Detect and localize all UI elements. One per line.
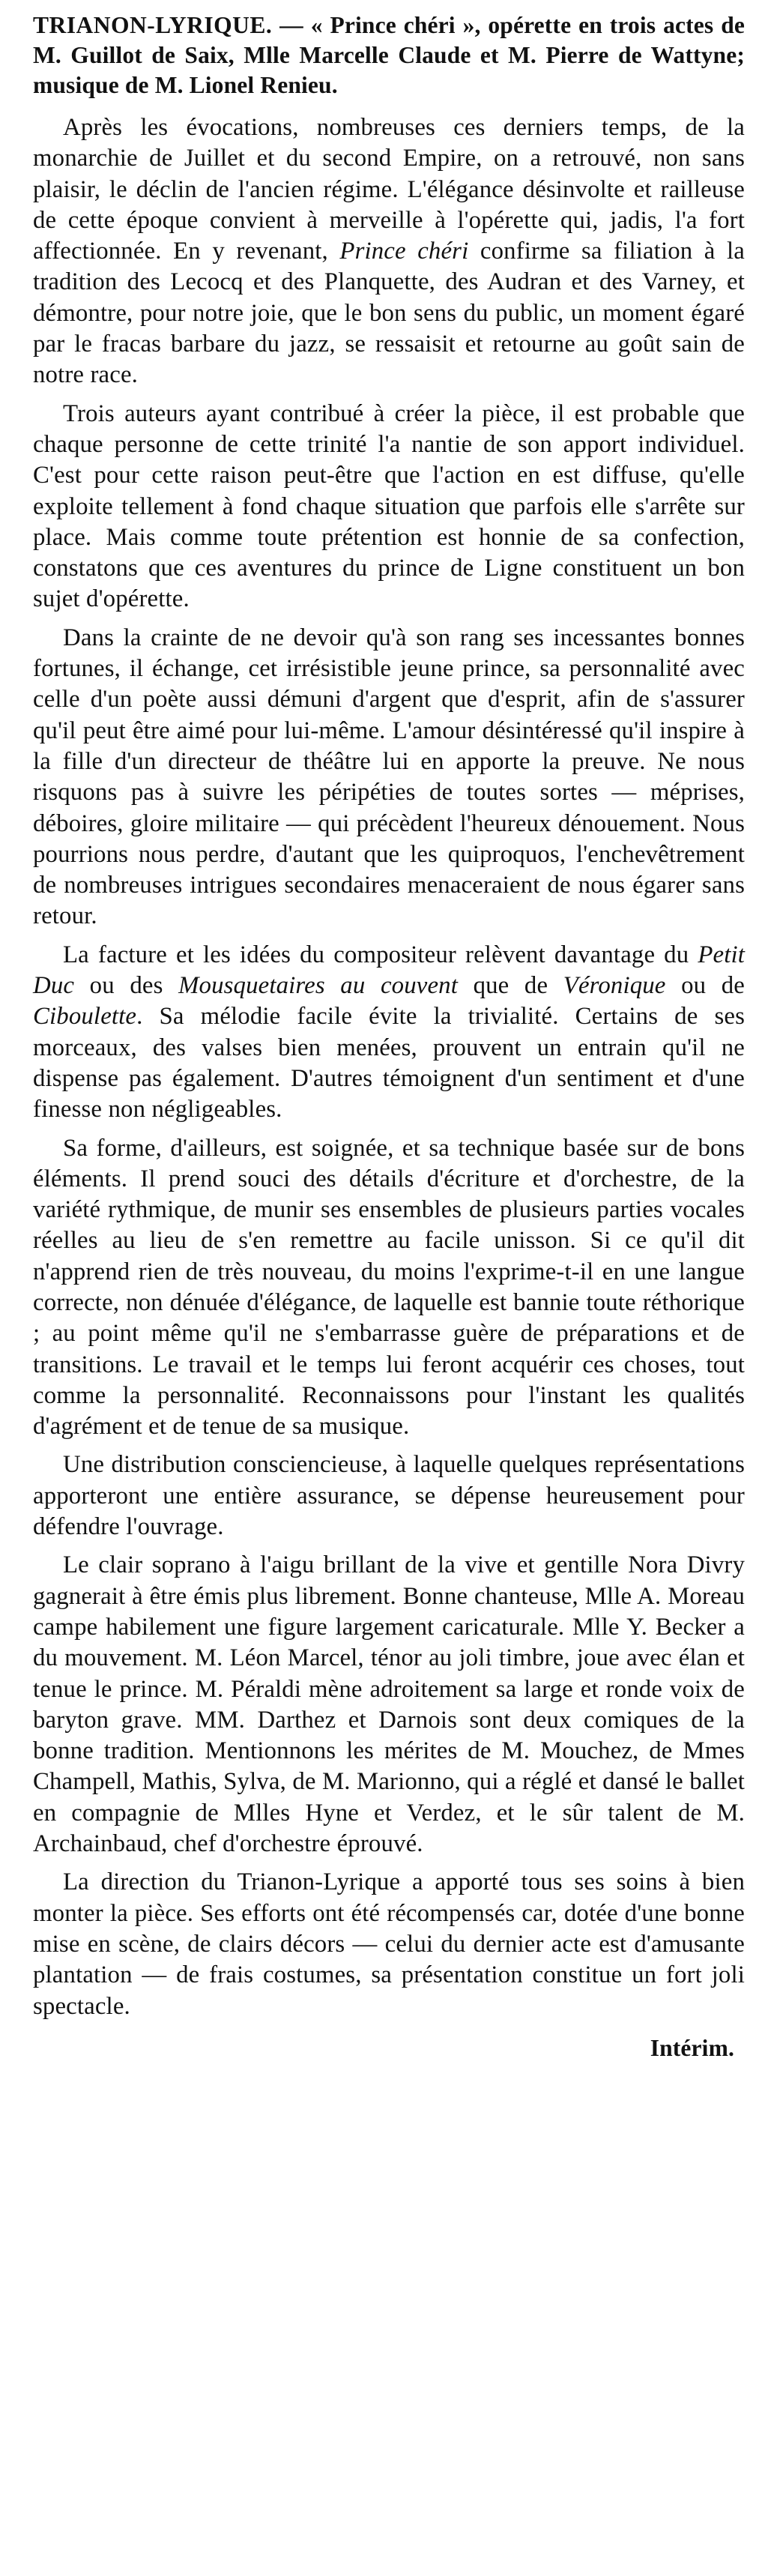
work-title: Mousquetaires au couvent (178, 972, 458, 1000)
work-title: Véronique (563, 972, 666, 1000)
article-paragraph (33, 1867, 745, 2021)
article-paragraph (33, 1450, 745, 1542)
work-title: Ciboulette (33, 1003, 137, 1031)
work-title: Prince chéri (339, 238, 469, 265)
paragraph-text: La direction du Trianon-Lyrique a apporté tous ses soins à bien monter la pièce. Ses efforts ont été récompensés car, dotée d'une bonne mise en scène, de clairs décors — celui du dernier acte est d'amusante plantation — de frais costumes, sa présentation constitue un fort joli spectacle. (33, 1868, 745, 2020)
paragraph-text: ou de (665, 972, 745, 1000)
article-paragraph (33, 940, 745, 1126)
article-paragraph (33, 623, 745, 932)
article-paragraph (33, 112, 745, 391)
article-header (33, 10, 745, 100)
paragraph-text: Le clair soprano à l'aigu brillant de la vive et gentille Nora Divry gagnerait à être émis plus librement. Bonne chanteuse, Mlle A. Moreau campe habilement une figure largement caricaturale. Mlle Y. Becker a du mouvement. M. Léon Marcel, ténor au joli timbre, joue avec élan et tenue le prince. M. Péraldi mène adroitement sa large et ronde voix de baryton grave. MM. Darthez et Darnois sont deux comiques de la bonne tradition. Mentionnons les mérites de M. Mouchez, de Mmes Champell, Mathis, Sylva, de M. Marionno, qui a réglé et dansé le ballet en compagnie de Mlles Hyne et Verdez, et le sûr talent de M. Archainbaud, chef d'orchestre éprouvé. (33, 1551, 745, 1858)
paragraph-text: Dans la crainte de ne devoir qu'à son rang ses incessantes bonnes fortunes, il échange, cet irrésistible jeune prince, sa personnalité avec celle d'un poète aussi démuni d'argent que d'esprit, afin de s'assurer qu'il peut être aimé pour lui-même. L'amour désintéressé qu'il inspire à la fille d'un directeur de théâtre lui en apporte la preuve. Ne nous risquons pas à suivre les péripéties de toutes sortes — méprises, déboires, gloire militaire — qui précèdent l'heureux dénouement. Nous pourrions nous perdre, d'autant que les quiproquos, l'enchevêtrement de nombreuses intrigues secondaires menaceraient de nous égarer sans retour. (33, 624, 745, 930)
article-body (33, 112, 745, 2022)
work-title: Petit Duc (33, 941, 745, 1000)
article-paragraph (33, 399, 745, 615)
theatre-name: TRIANON-LYRIQUE. (33, 12, 273, 38)
paragraph-text: ou des (74, 972, 179, 1000)
paragraph-text: Sa forme, d'ailleurs, est soignée, et sa technique basée sur de bons éléments. Il prend souci des détails d'écriture et d'orchestre, de la variété rythmique, de munir ses ensembles de plusieurs parties vocales réelles au lieu de s'en remettre au facile unisson. Si ce qu'il dit n'apprend rien de très nouveau, du moins l'exprime-t-il en une langue correcte, non dénuée d'élégance, de laquelle est bannie toute réthorique ; au point même qu'il ne s'embarrasse guère de préparations et de transitions. Le travail et le temps lui feront acquérir ces choses, tout comme la personnalité. Reconnaissons pour l'instant les qualités d'agrément et de tenue de sa musique. (33, 1134, 745, 1441)
article-paragraph (33, 1550, 745, 1859)
header-details: — « Prince chéri », opérette en trois actes de M. Guillot de Saix, Mlle Marcelle Claude et M. Pierre de Wattyne; musique de M. Lionel Renieu. (33, 12, 745, 98)
paragraph-text: Après les évocations, nombreuses ces derniers temps, de la monarchie de Juillet et du second Empire, on a retrouvé, non sans plaisir, le déclin de l'ancien régime. L'élégance désinvolte et railleuse de cette époque convient à merveille à l'opérette qui, jadis, l'a fort affectionnée. En y revenant, (33, 114, 745, 265)
paragraph-text: . Sa mélodie facile évite la trivialité. Certains de ses morceaux, des valses bien menées, prouvent un entrain qu'il ne dispense pas également. D'autres témoignent d'un sentiment et d'une finesse non négligeables. (33, 1003, 745, 1123)
paragraph-text: La facture et les idées du compositeur relèvent davantage du (63, 941, 698, 968)
author-signature: Intérim. (650, 2034, 734, 2061)
paragraph-text: Une distribution consciencieuse, à laquelle quelques représentations apporteront une entière assurance, se dépense heureusement pour défendre l'ouvrage. (33, 1451, 745, 1541)
paragraph-text: Trois auteurs ayant contribué à créer la pièce, il est probable que chaque personne de cette trinité l'a nantie de son apport individuel. C'est pour cette raison peut-être que l'action en est diffuse, qu'elle exploite tellement à fond chaque situation que parfois elle s'arrête sur place. Mais comme toute prétention est honnie de sa confection, constatons que ces aventures du prince de Ligne constituent un bon sujet d'opérette. (33, 399, 745, 613)
article-column (33, 10, 745, 2063)
article-paragraph (33, 1133, 745, 1443)
paragraph-text: confirme sa filiation à la tradition des Lecocq et des Planquette, des Audran et des Varney, et démontre, pour notre joie, que le bon sens du public, un moment égaré par le fracas barbare du jazz, se ressaisit et retourne au goût sain de notre race. (33, 238, 745, 389)
paragraph-text: que de (458, 972, 563, 1000)
